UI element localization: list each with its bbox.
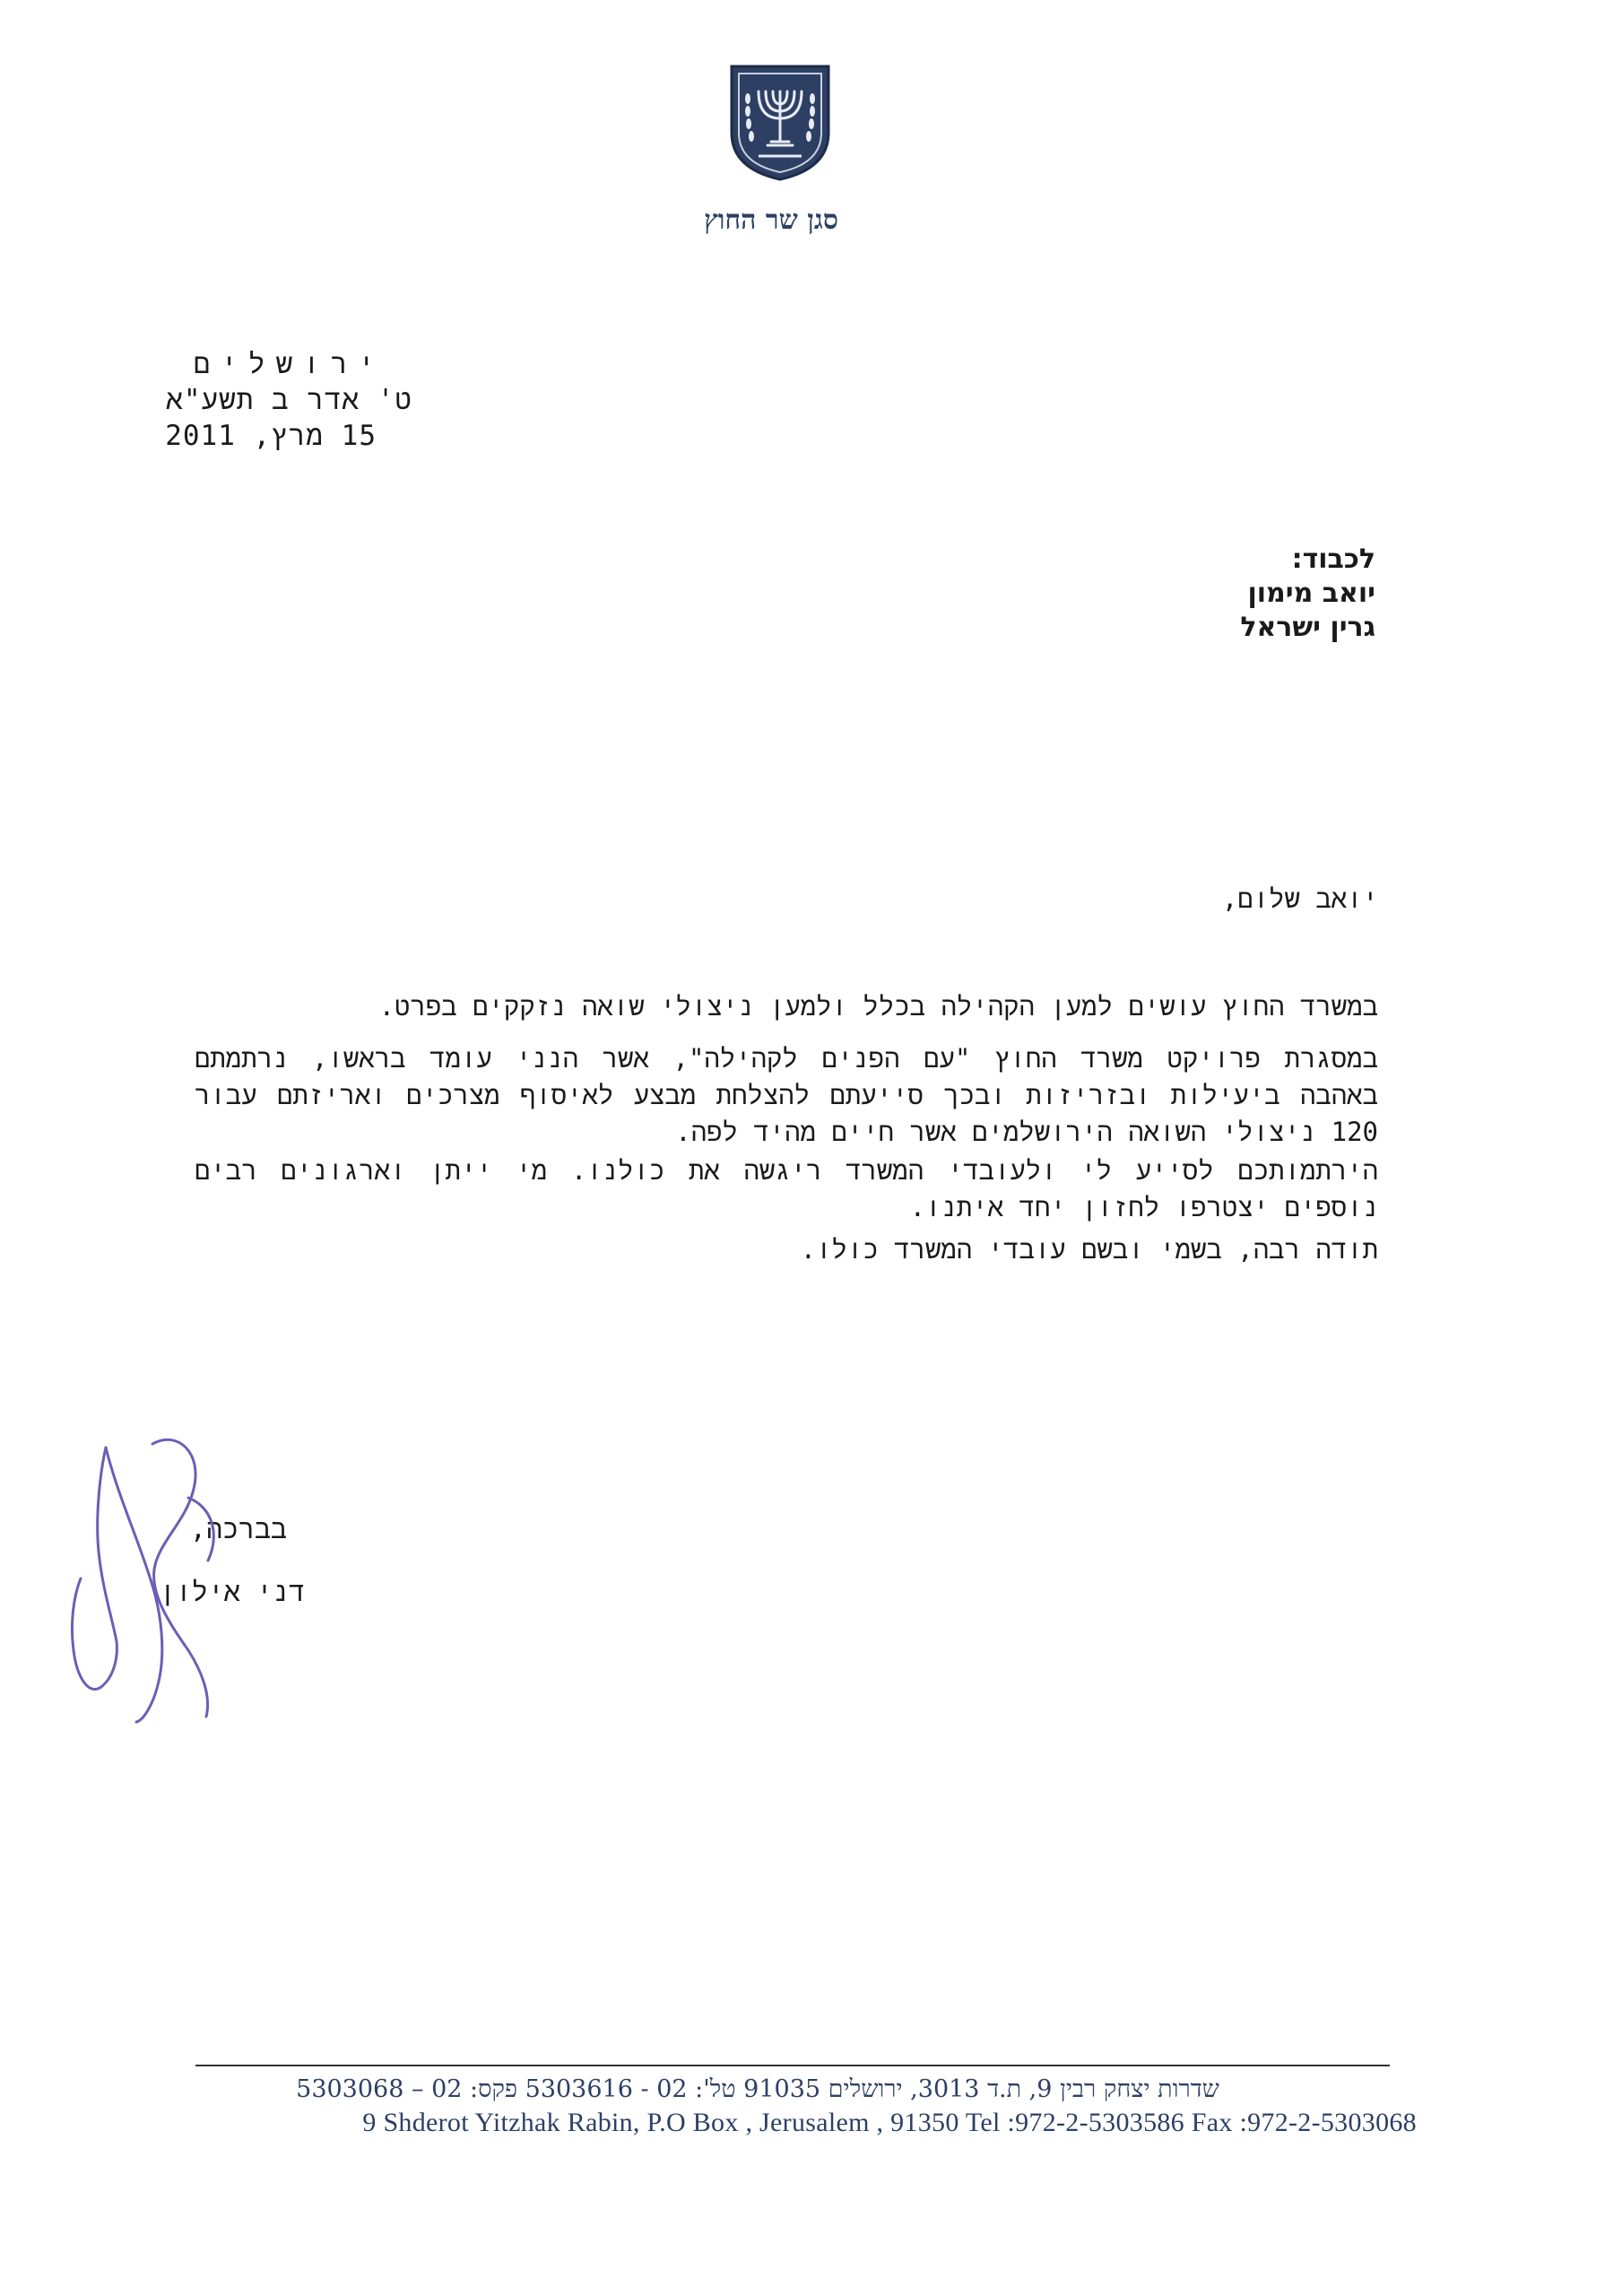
body-paragraph: תודה רבה, בשמי ובשם עובדי המשרד כולו. (800, 1234, 1378, 1265)
gregorian-date: 15 מרץ, 2011 (165, 420, 377, 452)
signer-name: דני אילון (159, 1577, 305, 1608)
footer-english-address: 9 Shderot Yitzhak Rabin, P.O Box , Jerusalem , 91350 Tel :972-2-5303586 Fax :972-2-5303068 (362, 2108, 1417, 2137)
body-paragraph: במשרד החוץ עושים למען הקהילה בכלל ולמען ניצולי שואה נזקקים בפרט. (378, 991, 1378, 1022)
hebrew-date: ט' אדר ב תשע"א (166, 384, 412, 416)
body-paragraph: הירתמותכם לסייע לי ולעובדי המשרד ריגשה את כולנו. מי ייתן וארגונים רבים נוספים יצטרפו לחזון יחד איתנו. (195, 1155, 1378, 1222)
signature-icon (54, 1435, 233, 1731)
office-title: סגן שר החוץ (704, 204, 838, 236)
footer-hebrew-address: שדרות יצחק רבין 9, ת.ד 3013, ירושלים 91035 טל': 02 - 5303616 פקס: 02 – 5303068 (296, 2075, 1219, 2103)
recipient-prefix: לכבוד: (1291, 544, 1375, 575)
state-emblem-icon (726, 63, 834, 184)
footer-divider (195, 2065, 1390, 2066)
recipient-organization: גרין ישראל (1240, 612, 1375, 643)
greeting: יואב שלום, (1221, 883, 1378, 914)
body-paragraph: במסגרת פרויקט משרד החוץ "עם הפנים לקהילה", אשר הנני עומד בראשו, נרתמתם באהבה ביעילות ובזריזות ובכך סייעתם להצלחת מבצע לאיסוף מצרכים ואריזתם עבור 120 ניצולי השואה הירושלמים אשר חיים מהיד לפה. (195, 1043, 1378, 1147)
city: ירושלים (193, 348, 386, 380)
recipient-name: יואב מימון (1247, 578, 1375, 609)
closing-blessing: בברכה, (189, 1514, 287, 1545)
